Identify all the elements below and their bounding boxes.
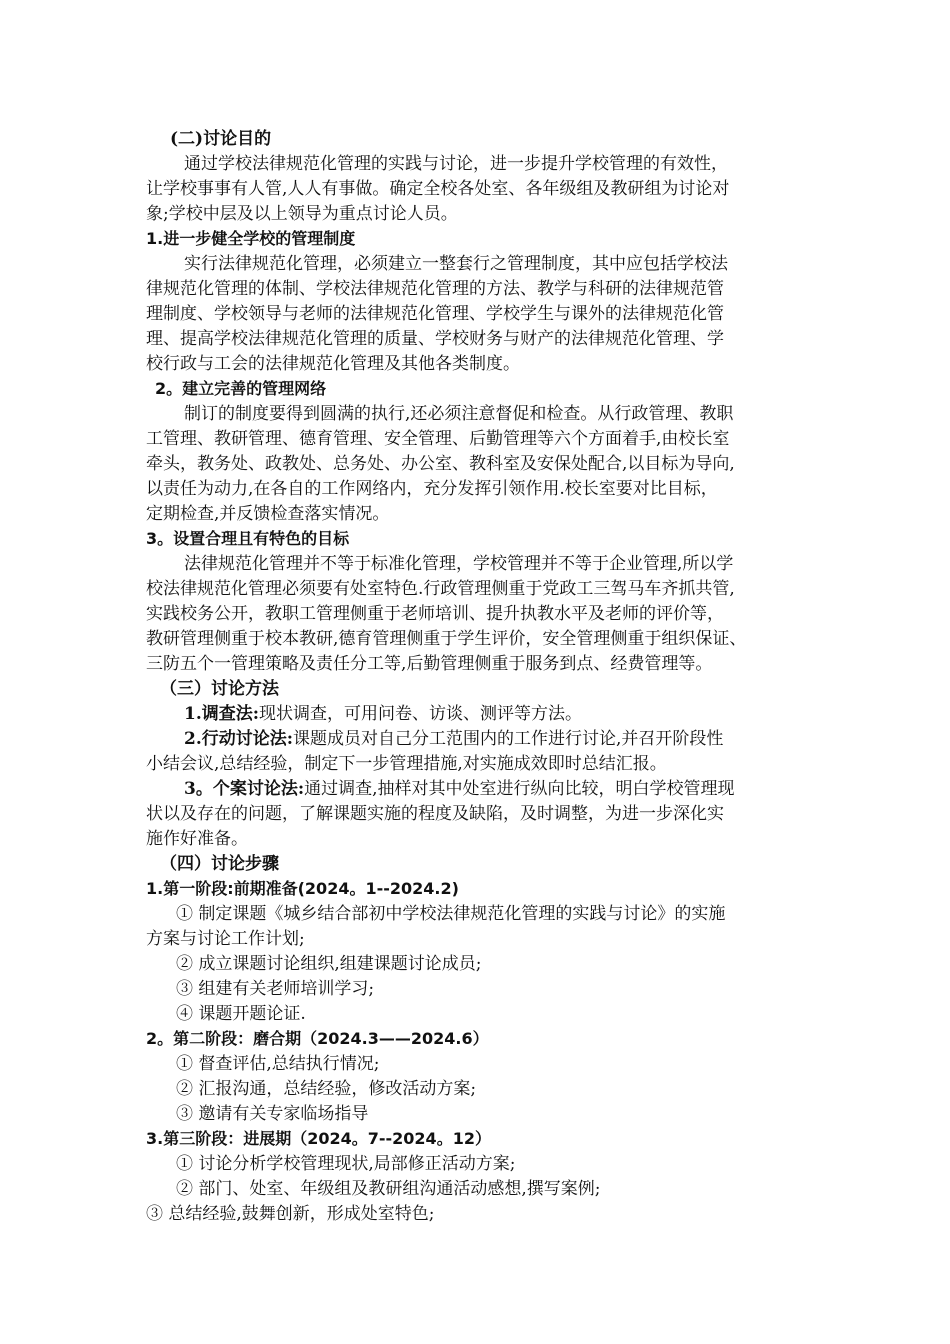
list-item: ② 部门、处室、年级组及教研组沟通活动感想,撰写案例; (176, 1179, 601, 1199)
list-item: ① 讨论分析学校管理现状,局部修正活动方案; (176, 1154, 516, 1174)
list-item: ④ 课题开题论证. (176, 1004, 306, 1024)
list-item: ② 汇报沟通，总结经验，修改活动方案; (176, 1079, 477, 1099)
paragraph-line: 施作好准备。 (146, 829, 248, 849)
paragraph-line: 校行政与工会的法律规范化管理及其他各类制度。 (146, 354, 520, 374)
list-item: ② 成立课题讨论组织,组建课题讨论成员; (176, 954, 482, 974)
paragraph-line: 实践校务公开，教职工管理侧重于老师培训、提升执教水平及老师的评价等， (146, 604, 724, 624)
paragraph-line: 律规范化管理的体制、学校法律规范化管理的方法、教学与科研的法律规范管 (146, 279, 724, 299)
paragraph-line: 法律规范化管理并不等于标准化管理，学校管理并不等于企业管理,所以学 (184, 554, 734, 574)
list-item: ③ 组建有关老师培训学习; (176, 979, 375, 999)
list-item: ③ 总结经验,鼓舞创新，形成处室特色; (146, 1204, 435, 1224)
heading-goals: 3。设置合理且有特色的目标 (146, 529, 350, 548)
list-item-continuation: 方案与讨论工作计划; (146, 929, 305, 949)
paragraph-line: 牵头，教务处、政教处、总务处、办公室、教科室及安保处配合,以目标为导向, (146, 454, 735, 474)
paragraph-line: 定期检查,并反馈检查落实情况。 (146, 504, 390, 524)
method-label: 1.调查法: (184, 704, 260, 724)
stage-3-title: 3.第三阶段：进展期（2024。7--2024。12） (146, 1129, 491, 1148)
method-action (184, 727, 723, 751)
section-title-methods: （三）讨论方法 (160, 679, 279, 699)
paragraph-line: 三防五个一管理策略及责任分工等,后勤管理侧重于服务到点、经费管理等。 (146, 654, 713, 674)
section-title-purpose: (二)讨论目的 (170, 129, 272, 149)
paragraph-line: 制订的制度要得到圆满的执行,还必须注意督促和检查。从行政管理、教职 (184, 404, 734, 424)
paragraph-line: 以责任为动力,在各自的工作网络内，充分发挥引领作用.校长室要对比目标， (146, 479, 718, 499)
paragraph-line: 校法律规范化管理必须要有处室特色.行政管理侧重于党政工三驾马车齐抓共管, (146, 579, 735, 599)
stage-2-title: 2。第二阶段：磨合期（2024.3——2024.6） (146, 1029, 489, 1048)
method-survey (184, 702, 582, 726)
paragraph-line: 工管理、教研管理、德育管理、安全管理、后勤管理等六个方面着手,由校长室 (146, 429, 730, 449)
list-item: ① 督查评估,总结执行情况; (176, 1054, 380, 1074)
stage-1-title: 1.第一阶段:前期准备(2024。1--2024.2) (146, 879, 459, 898)
heading-management-system: 1.进一步健全学校的管理制度 (146, 229, 356, 248)
method-text: 通过调查,抽样对其中处室进行纵向比较，明白学校管理现 (304, 779, 735, 799)
method-label: 2.行动讨论法: (184, 729, 294, 749)
method-label: 3。个案讨论法: (184, 779, 305, 799)
paragraph-line: 状以及存在的问题，了解课题实施的程度及缺陷，及时调整，为进一步深化实 (146, 804, 724, 824)
method-case (184, 777, 735, 801)
paragraph-line: 让学校事事有人管,人人有事做。确定全校各处室、各年级组及教研组为讨论对 (146, 179, 730, 199)
paragraph-line: 象;学校中层及以上领导为重点讨论人员。 (146, 204, 458, 224)
paragraph-line: 实行法律规范化管理，必须建立一整套行之管理制度，其中应包括学校法 (184, 254, 728, 274)
paragraph-line: 理、提高学校法律规范化管理的质量、学校财务与财产的法律规范化管理、学 (146, 329, 724, 349)
list-item: ③ 邀请有关专家临场指导 (176, 1104, 369, 1124)
method-text: 现状调查，可用问卷、访谈、测评等方法。 (259, 704, 583, 724)
paragraph-line: 小结会议,总结经验，制定下一步管理措施,对实施成效即时总结汇报。 (146, 754, 667, 774)
paragraph-line: 通过学校法律规范化管理的实践与讨论，进一步提升学校管理的有效性， (184, 154, 728, 174)
paragraph-line: 理制度、学校领导与老师的法律规范化管理、学校学生与课外的法律规范化管 (146, 304, 724, 324)
list-item: ① 制定课题《城乡结合部初中学校法律规范化管理的实践与讨论》的实施 (176, 904, 726, 924)
method-text: 课题成员对自己分工范围内的工作进行讨论,并召开阶段性 (293, 729, 724, 749)
heading-management-network: 2。建立完善的管理网络 (155, 379, 327, 398)
section-title-steps: （四）讨论步骤 (160, 854, 279, 874)
paragraph-line: 教研管理侧重于校本教研,德育管理侧重于学生评价，安全管理侧重于组织保证、 (146, 629, 747, 649)
